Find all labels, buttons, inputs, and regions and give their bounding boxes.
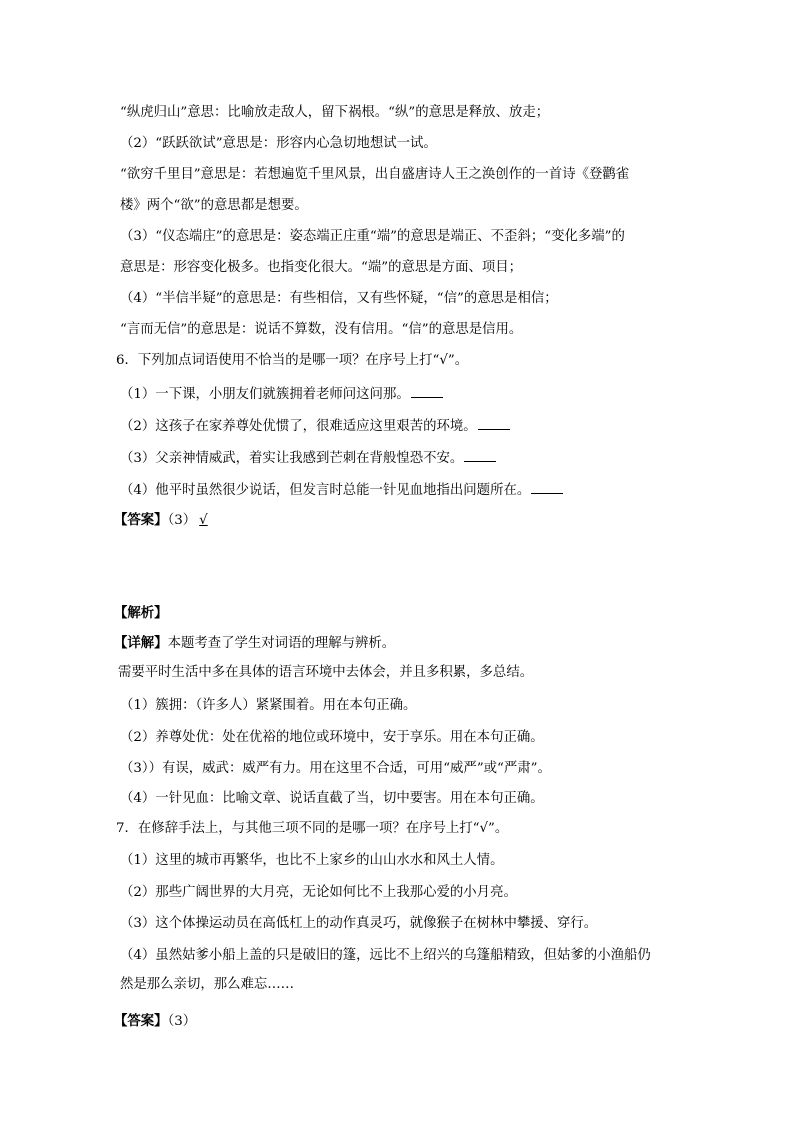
analysis-line: （2）养尊处优：处在优裕的地位或环境中，安于享乐。用在本句正确。 bbox=[120, 730, 544, 745]
question-6-stem: 6．下列加点词语使用不恰当的是哪一项？在序号上打“√”。 bbox=[116, 353, 469, 368]
answer-blank[interactable] bbox=[478, 417, 510, 430]
question-6-option bbox=[120, 417, 734, 436]
answer-blank[interactable] bbox=[464, 449, 496, 462]
question-7-answer bbox=[114, 1012, 734, 1031]
answer-value: （3） bbox=[167, 1014, 197, 1029]
question-6-option bbox=[120, 481, 734, 500]
answer-label: 【答案】 bbox=[114, 1013, 168, 1029]
text-line: （4）“半信半疑”的意思是：有些相信，又有些怀疑，“信”的意思是相信； bbox=[120, 291, 558, 306]
text-line: “纵虎归山”意思：比喻放走敌人，留下祸根。“纵”的意思是释放、放走； bbox=[120, 105, 550, 120]
detail-label: 【详解】 bbox=[114, 635, 168, 651]
text-line: 意思是：形容变化极多。也指变化很大。“端”的意思是方面、项目； bbox=[120, 260, 523, 275]
answer-value: （3） bbox=[167, 513, 197, 528]
option-text: （3）父亲神情威武，着实让我感到芒刺在背般惶恐不安。 bbox=[120, 451, 464, 466]
analysis-line: 需要平时生活中多在具体的语言环境中去体会，并且多积累，多总结。 bbox=[118, 665, 534, 680]
analysis-line: （4）一针见血：比喻文章、说话直截了当，切中要害。用在本句正确。 bbox=[120, 791, 544, 806]
analysis-line: （1）簇拥：（许多人）紧紧围着。用在本句正确。 bbox=[120, 698, 417, 713]
question-7-option: 然是那么亲切，那么难忘…… bbox=[120, 977, 295, 992]
question-7-option: （1）这里的城市再繁华，也比不上家乡的山山水水和风土人情。 bbox=[120, 853, 504, 868]
text-line: （3）“仪态端庄”的意思是：姿态端正庄重“端”的意思是端正、不歪斜；“变化多端”的 bbox=[120, 229, 625, 244]
text-line: “言而无信”的意思是：说话不算数，没有信用。“信”的意思是信用。 bbox=[120, 322, 523, 337]
text-line: “欲穷千里目”意思是：若想遍览千里风景，出自盛唐诗人王之涣创作的一首诗《登鹳雀 bbox=[120, 167, 630, 182]
detail-text: 本题考查了学生对词语的理解与辨析。 bbox=[167, 636, 396, 651]
question-7-option: （4）虽然姑爹小船上盖的只是破旧的篷，远比不上绍兴的乌篷船精致，但姑爹的小渔船仍 bbox=[120, 948, 651, 963]
option-text: （4）他平时虽然很少说话，但发言时总能一针见血地指出问题所在。 bbox=[120, 483, 531, 498]
answer-blank[interactable] bbox=[411, 385, 443, 398]
question-6-option bbox=[120, 449, 734, 468]
answer-label: 【答案】 bbox=[114, 512, 168, 528]
question-6-answer bbox=[114, 511, 734, 530]
question-7-stem: 7．在修辞手法上，与其他三项不同的是哪一项？在序号上打“√”。 bbox=[116, 821, 509, 836]
text-line: 楼》两个“欲”的意思都是想要。 bbox=[120, 198, 308, 213]
option-text: （1）一下课，小朋友们就簇拥着老师问这问那。 bbox=[120, 387, 410, 402]
analysis-detail bbox=[114, 634, 734, 653]
question-7-option: （2）那些广阔世界的大月亮，无论如何比不上我那心爱的小月亮。 bbox=[120, 885, 517, 900]
option-text: （2）这孩子在家养尊处优惯了，很难适应这里艰苦的环境。 bbox=[120, 419, 477, 434]
question-7-option: （3）这个体操运动员在高低杠上的动作真灵巧，就像猴子在树林中攀援、穿行。 bbox=[120, 916, 598, 931]
question-6-option bbox=[120, 385, 734, 404]
text-line: （2）“跃跃欲试”意思是：形容内心急切地想试一试。 bbox=[120, 136, 437, 151]
answer-blank[interactable] bbox=[531, 481, 563, 494]
analysis-heading: 【解析】 bbox=[114, 605, 168, 621]
check-mark: √ bbox=[199, 513, 208, 528]
analysis-line: （3））有误，威武：威严有力。用在这里不合适，可用“威严”或“严肃”。 bbox=[120, 761, 551, 776]
